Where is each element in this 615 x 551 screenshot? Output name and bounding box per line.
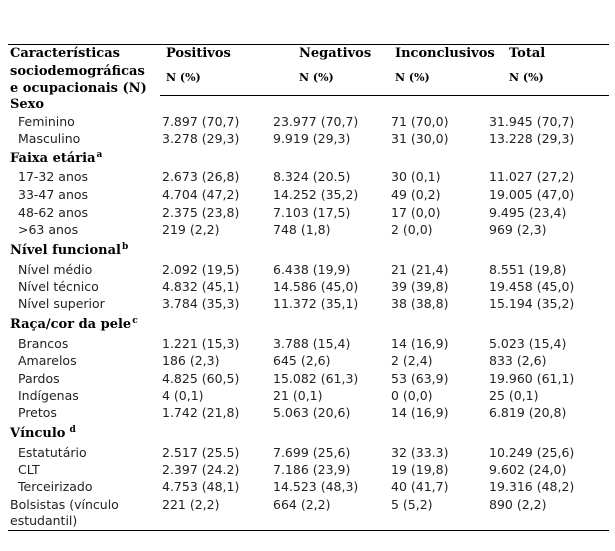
group-title-vinculo: Vínculo $^d$ — [10, 425, 76, 441]
row-label-indigenas: Indígenas — [18, 388, 79, 403]
cell-value: 890 (2,2) — [489, 497, 547, 512]
cell-value: 19.960 (61,1) — [489, 371, 575, 386]
row-label-estatutario: Estatutário — [18, 445, 87, 460]
cell-value: 10.249 (25,6) — [489, 445, 575, 460]
cell-value: 748 (1,8) — [273, 222, 331, 237]
cell-value: 221 (2,2) — [162, 497, 220, 512]
cell-value: 664 (2,2) — [273, 497, 331, 512]
cell-value: 7.699 (25,6) — [273, 445, 351, 460]
header-negativos: Negativos — [299, 46, 372, 61]
cell-value: 4.704 (47,2) — [162, 187, 240, 202]
cell-value: 9.602 (24,0) — [489, 462, 567, 477]
row-label-nivel-tecnico: Nível técnico — [18, 279, 99, 294]
cell-value: 1.221 (15,3) — [162, 336, 240, 351]
cell-value: 2.397 (24.2) — [162, 462, 240, 477]
cell-value: 31.945 (70,7) — [489, 114, 575, 129]
cell-value: 14.523 (48,3) — [273, 479, 359, 494]
group-title-faixa-etaria: Faixa etária$^a$ — [10, 150, 103, 166]
row-label-pretos: Pretos — [18, 405, 57, 420]
footnote-marker: b — [121, 242, 129, 252]
cell-value: 19 (19,8) — [391, 462, 449, 477]
header-total: Total — [509, 46, 546, 61]
group-title-raca-cor: Raça/cor da pele$^c$ — [10, 316, 138, 332]
cell-value: 1.742 (21,8) — [162, 405, 240, 420]
cell-value: 7.186 (23,9) — [273, 462, 351, 477]
cell-value: 4.825 (60,5) — [162, 371, 240, 386]
cell-value: 2 (0,0) — [391, 222, 433, 237]
row-label-bolsistas-line-1: Bolsistas (vínculo — [10, 497, 119, 512]
subheader-total: N (%) — [509, 71, 544, 84]
row-label-amarelos: Amarelos — [18, 353, 77, 368]
group-title-nivel-funcional: Nível funcional$^b$ — [10, 242, 129, 258]
row-label-17-32: 17-32 anos — [18, 169, 89, 184]
cell-value: 21 (21,4) — [391, 262, 449, 277]
cell-value: 969 (2,3) — [489, 222, 547, 237]
cell-value: 14 (16,9) — [391, 336, 449, 351]
cell-value: 8.551 (19,8) — [489, 262, 567, 277]
row-label-over-63: >63 anos — [18, 222, 79, 237]
cell-value: 2 (2,4) — [391, 353, 433, 368]
cell-value: 186 (2,3) — [162, 353, 220, 368]
header-inconclusivos: Inconclusivos — [395, 46, 495, 61]
cell-value: 2.517 (25.5) — [162, 445, 240, 460]
cell-value: 3.788 (15,4) — [273, 336, 351, 351]
cell-value: 4.832 (45,1) — [162, 279, 240, 294]
row-label-terceirizado: Terceirizado — [18, 479, 93, 494]
cell-value: 6.819 (20,8) — [489, 405, 567, 420]
bottom-rule — [8, 530, 609, 531]
row-label-brancos: Brancos — [18, 336, 69, 351]
row-label-feminino: Feminino — [18, 114, 75, 129]
cell-value: 14 (16,9) — [391, 405, 449, 420]
row-label-nivel-medio: Nível médio — [18, 262, 93, 277]
footnote-marker: d — [69, 425, 76, 435]
row-label-33-47: 33-47 anos — [18, 187, 89, 202]
subheader-negativos: N (%) — [299, 71, 334, 84]
cell-value: 14.252 (35,2) — [273, 187, 359, 202]
cell-value: 4.753 (48,1) — [162, 479, 240, 494]
cell-value: 3.278 (29,3) — [162, 131, 240, 146]
cell-value: 13.228 (29,3) — [489, 131, 575, 146]
cell-value: 9.495 (23,4) — [489, 205, 567, 220]
group-title-sexo: Sexo — [10, 97, 45, 112]
footnote-marker: a — [96, 150, 103, 160]
cell-value: 38 (38,8) — [391, 296, 449, 311]
cell-value: 3.784 (35,3) — [162, 296, 240, 311]
row-label-masculino: Masculino — [18, 131, 81, 146]
subheader-inconclusivos: N (%) — [395, 71, 430, 84]
cell-value: 6.438 (19,9) — [273, 262, 351, 277]
cell-value: 40 (41,7) — [391, 479, 449, 494]
cell-value: 17 (0,0) — [391, 205, 441, 220]
row-label-clt: CLT — [18, 462, 40, 477]
cell-value: 9.919 (29,3) — [273, 131, 351, 146]
cell-value: 5.023 (15,4) — [489, 336, 567, 351]
cell-value: 19.316 (48,2) — [489, 479, 575, 494]
cell-value: 4 (0,1) — [162, 388, 204, 403]
footnote-marker: c — [132, 316, 138, 326]
row-label-nivel-superior: Nível superior — [18, 296, 105, 311]
top-rule — [8, 44, 609, 45]
cell-value: 7.897 (70,7) — [162, 114, 240, 129]
cell-value: 11.027 (27,2) — [489, 169, 575, 184]
cell-value: 0 (0,0) — [391, 388, 433, 403]
header-characteristics-line-2: sociodemográficas — [10, 64, 145, 79]
cell-value: 25 (0,1) — [489, 388, 539, 403]
cell-value: 5.063 (20,6) — [273, 405, 351, 420]
cell-value: 833 (2,6) — [489, 353, 547, 368]
cell-value: 2.092 (19,5) — [162, 262, 240, 277]
cell-value: 71 (70,0) — [391, 114, 449, 129]
cell-value: 30 (0,1) — [391, 169, 441, 184]
cell-value: 19.005 (47,0) — [489, 187, 575, 202]
cell-value: 5 (5,2) — [391, 497, 433, 512]
cell-value: 15.082 (61,3) — [273, 371, 359, 386]
row-label-bolsistas-line-2: estudantil) — [10, 513, 78, 528]
cell-value: 49 (0,2) — [391, 187, 441, 202]
cell-value: 2.375 (23,8) — [162, 205, 240, 220]
cell-value: 53 (63,9) — [391, 371, 449, 386]
cell-value: 39 (39,8) — [391, 279, 449, 294]
cell-value: 645 (2,6) — [273, 353, 331, 368]
row-label-48-62: 48-62 anos — [18, 205, 89, 220]
cell-value: 2.673 (26,8) — [162, 169, 240, 184]
header-characteristics-line-3: e ocupacionais (N) — [10, 81, 147, 96]
header-rule — [160, 95, 609, 96]
cell-value: 219 (2,2) — [162, 222, 220, 237]
cell-value: 19.458 (45,0) — [489, 279, 575, 294]
cell-value: 11.372 (35,1) — [273, 296, 359, 311]
cell-value: 23.977 (70,7) — [273, 114, 359, 129]
cell-value: 15.194 (35,2) — [489, 296, 575, 311]
subheader-positivos: N (%) — [166, 71, 201, 84]
cell-value: 7.103 (17,5) — [273, 205, 351, 220]
cell-value: 32 (33.3) — [391, 445, 449, 460]
cell-value: 8.324 (20.5) — [273, 169, 351, 184]
cell-value: 14.586 (45,0) — [273, 279, 359, 294]
header-characteristics-line-1: Características — [10, 46, 120, 61]
cell-value: 31 (30,0) — [391, 131, 449, 146]
header-positivos: Positivos — [166, 46, 231, 61]
row-label-pardos: Pardos — [18, 371, 60, 386]
cell-value: 21 (0,1) — [273, 388, 323, 403]
